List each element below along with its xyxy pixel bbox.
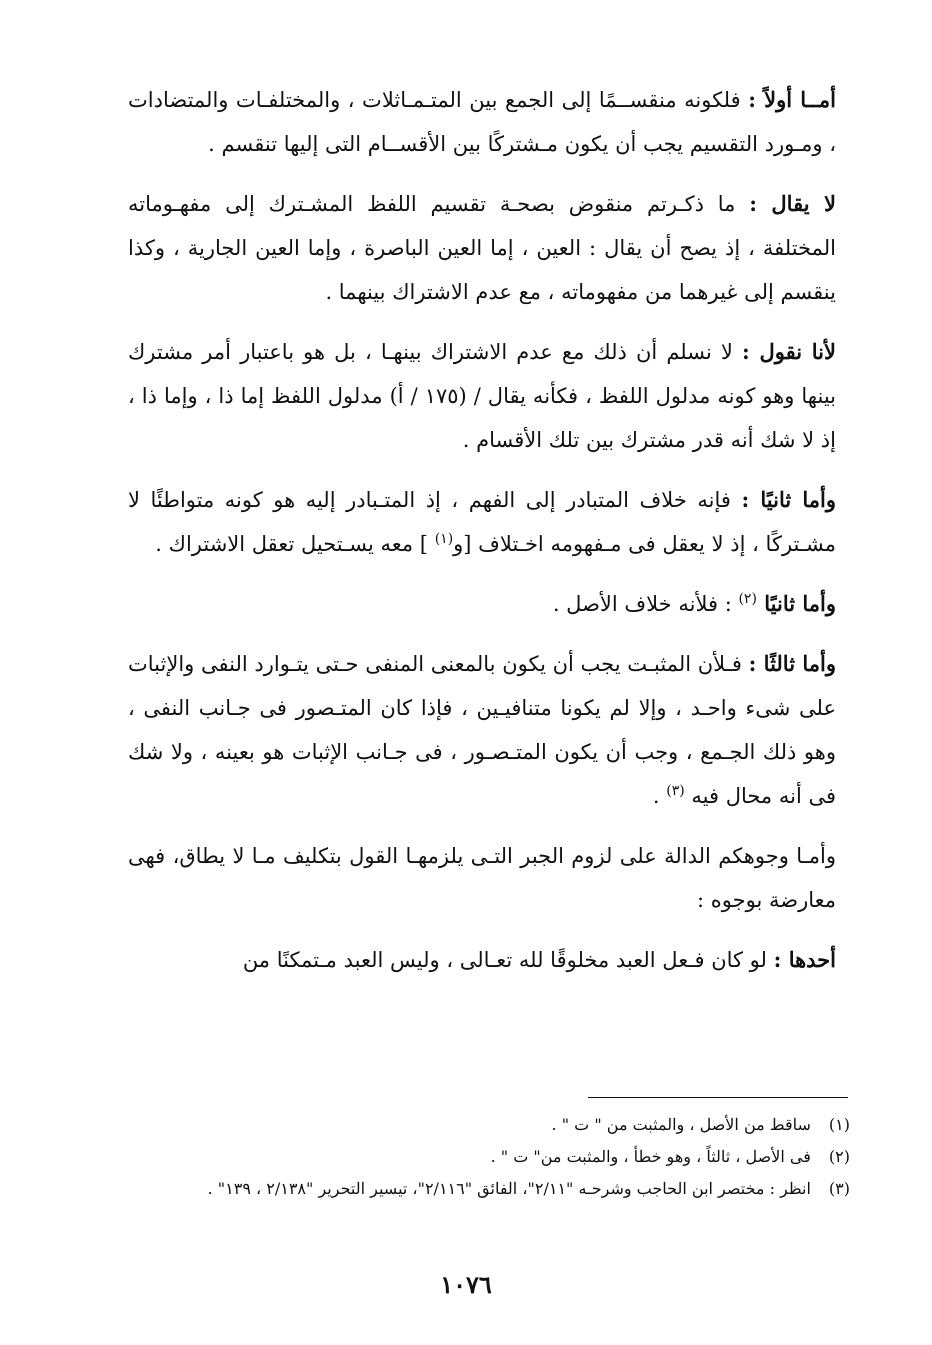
paragraph-text: فإنه خلاف المتبادر إلى الفهم ، إذ المتـبادر إليه هو كونه متواطئًا لا مشـتركًا ، إذ لا يعقل فى مـفهومه اخـتلاف [و (128, 488, 836, 556)
footnote-ref[interactable]: (١) (434, 531, 454, 547)
paragraph-5 (128, 582, 836, 626)
paragraph-text: فـلأن المثبـت يجب أن يكون بالمعنى المنفى حـتى يتـوارد النفى والإثبات على شىء واحـد ، وإلا لم يكونا متنافيـين ، فإذا كان المتـصور فى جـانب النفى ، وهو ذلك الجـمع ، وجب أن يكون المتـصـور ، فى جـانب الإثبات هو بعينه ، ولا شك فى أنه محال فيه (128, 652, 836, 808)
paragraph-text-cont: ] معه يسـتحيل تعقل الاشتراك . (155, 532, 435, 556)
paragraph-text: وأمـا وجوهكم الدالة على لزوم الجبر التـى يلزمهـا القول بتكليف مـا لا يطاق، فهى معارضة بوجوه : (128, 844, 836, 912)
paragraph-lead: أمــا أولاً : (748, 87, 836, 112)
footnote-1 (150, 1112, 850, 1138)
paragraph-lead: لا يقال : (749, 191, 836, 216)
footnote-ref[interactable]: (٣) (666, 783, 685, 799)
paragraph-7 (128, 834, 836, 922)
paragraph-8 (128, 938, 836, 982)
paragraph-lead: وأما ثانيًا : (741, 487, 836, 512)
paragraph-lead: لأنا نقول : (741, 339, 836, 364)
main-text (128, 78, 836, 998)
paragraph-lead: وأما ثانيًا (756, 591, 836, 616)
footnotes (150, 1112, 850, 1208)
footnote-divider (588, 1097, 848, 1098)
paragraph-4 (128, 478, 836, 566)
paragraph-text: لا نسلم أن ذلك مع عدم الاشتراك بينهـا ، بل هو باعتبار أمر مشترك بينها وهو كونه مدلول اللفظ ، فكأنه يقال / (١٧٥ / أ) مدلول اللفظ إما ذا ، وإما ذا ، إذ لا شك أنه قدر مشترك بين تلك الأقسام . (128, 340, 836, 452)
paragraph-6 (128, 642, 836, 818)
footnote-text: فى الأصل ، ثالثاً ، وهو خطأ ، والمثبت من" ت " . (490, 1147, 811, 1166)
footnote-ref[interactable]: (٢) (738, 591, 757, 607)
paragraph-1 (128, 78, 836, 166)
footnote-number: (٣) (828, 1179, 850, 1198)
paragraph-text: ما ذكـرتم منقوض بصحـة تقسيم اللفظ المشـترك إلى مفهـوماته المختلفة ، إذ يصح أن يقال : العين ، إما العين الباصرة ، وإما العين الجارية ، وكذا ينقسم إلى غيرهما من مفهوماته ، مع عدم الاشتراك بينهما . (128, 192, 836, 304)
paragraph-2 (128, 182, 836, 314)
footnote-text: انظر : مختصر ابن الحاجب وشرحـه "٢/١١"، الفائق "٢/١١٦"، تيسير التحرير "٢/١٣٨ ، ١٣٩" . (207, 1179, 811, 1198)
footnote-number: (١) (828, 1115, 850, 1134)
paragraph-text-cont: : فلأنه خلاف الأصل . (552, 592, 739, 616)
paragraph-lead: أحدها : (773, 947, 836, 972)
footnote-2 (150, 1144, 850, 1170)
paragraph-lead: وأما ثالثًا : (748, 651, 836, 676)
paragraph-text: لو كان فـعل العبد مخلوقًا لله تعـالى ، وليس العبد مـتمكنًا من (242, 948, 767, 972)
footnote-3 (150, 1176, 850, 1202)
page-number: ١٠٧٦ (440, 1270, 492, 1299)
paragraph-text: فلكونه منقســمًا إلى الجمع بين المتـمـاثلات ، والمختلفـات والمتضادات ، ومـورد التقسيم يجب أن يكون مـشتركًا بين الأقســام التى إليها تنقسم . (128, 88, 836, 156)
paragraph-3 (128, 330, 836, 462)
footnote-text: ساقط من الأصل ، والمثبت من " ت " . (551, 1115, 811, 1134)
footnote-number: (٢) (828, 1147, 850, 1166)
paragraph-text-cont: . (652, 784, 667, 808)
